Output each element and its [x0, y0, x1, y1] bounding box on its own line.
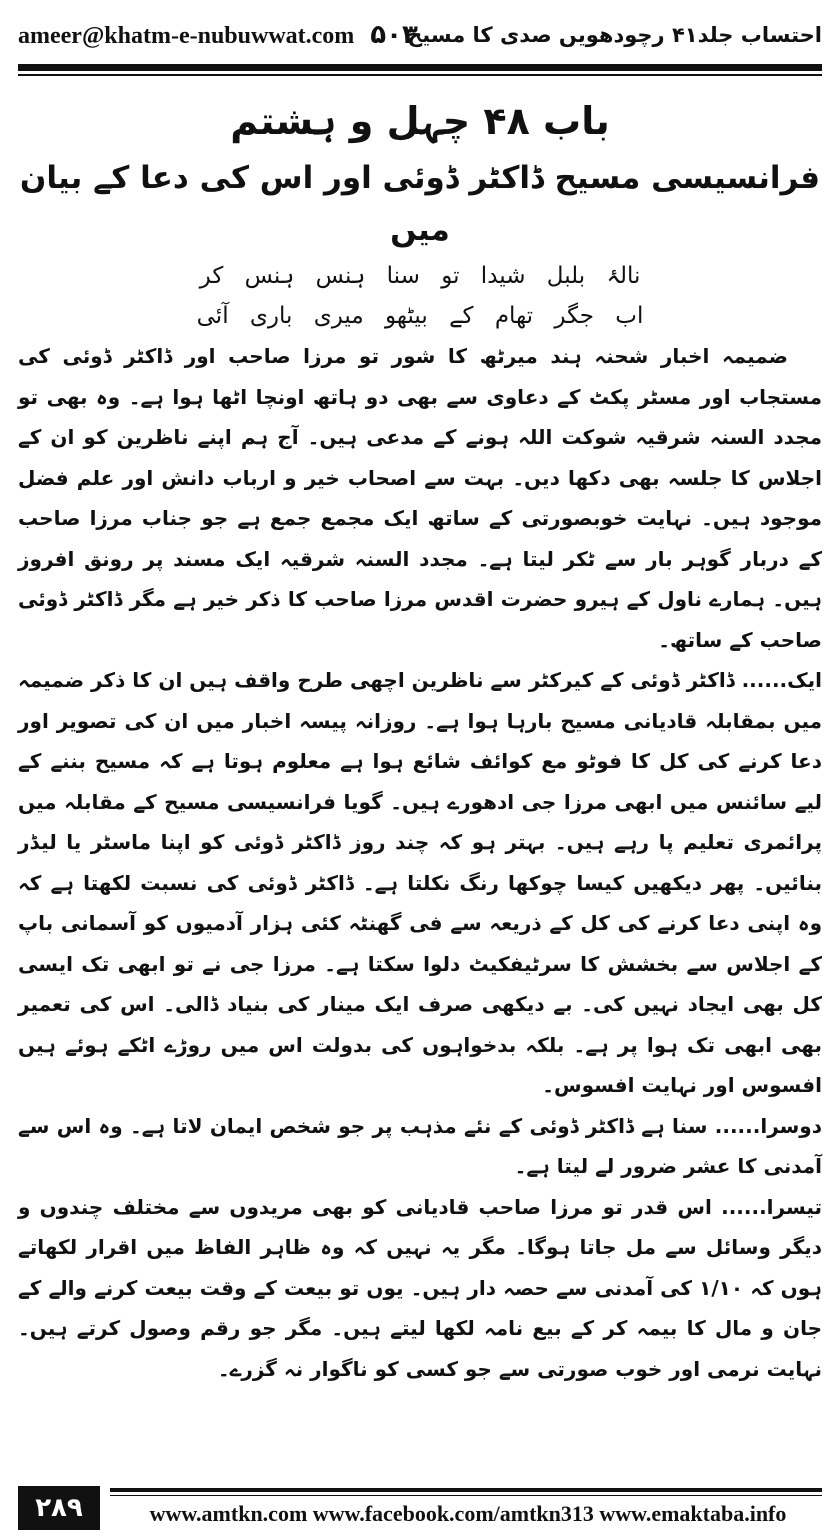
paragraph-3-text: سنا ہے ڈاکٹر ڈوئی کے نئے مذہب پر جو شخص ایمان لاتا ہے۔ وہ اس سے آمدنی کا عشر ضرور لے لیتا ہے۔ [18, 1113, 822, 1178]
header-email: ameer@khatm-e-nubuwwat.com [18, 23, 355, 49]
footer-links: www.amtkn.com www.facebook.com/amtkn313 www.emaktaba.info [149, 1501, 787, 1526]
paragraph-4-lead: تیسرا...... [721, 1194, 823, 1219]
page-header [18, 14, 822, 56]
header-rule-thick [18, 64, 822, 71]
footer-page-number: ۲۸۹ [18, 1486, 100, 1530]
chapter-title: باب ۴۸ چہل و ہشتم [230, 99, 610, 143]
paragraph-4 [18, 1187, 822, 1390]
paragraph-2-lead: ایک...... [741, 668, 822, 692]
paragraph-1-text: ضمیمہ اخبار شحنہ ہند میرٹھ کا شور تو مرزا صاحب اور ڈاکٹر ڈوئی کی مستجاب اور مسٹر پکٹ کے دعاوی سے بھی دو ہاتھ اونچا اٹھا ہوا ہے۔ وہ بھی تو مجدد السنہ شرقیہ شوکت اللہ ہونے کے مدعی ہیں۔ آج ہم اپنے ناظرین کو ان کے اجلاس کا جلسہ بھی دکھا دیں۔ بہت سے اصحاب خیر و ارباب دانش اور علم فضل موجود ہیں۔ نہایت خوبصورتی کے ساتھ ایک مجمع جمع ہے جو جناب مرزا صاحب کے دربار گوہر بار سے ٹکر لیتا ہے۔ مجدد السنہ شرقیہ ایک مسند پر رونق افروز ہیں۔ ہمارے ناول کے ہیرو حضرت اقدس مرزا صاحب کا ذکر خیر ہے مگر ڈاکٹر ڈوئی صاحب کے ساتھ۔ [18, 344, 822, 652]
chapter-subtitle: فرانسیسی مسیح ڈاکٹر ڈوئی اور اس کی دعا کے بیان میں [19, 160, 821, 248]
header-page-number: ۵۰۳ [370, 20, 418, 50]
header-book-title: احتساب جلد۴۱ رچودھویں صدی کا مسیح [407, 23, 822, 47]
header-rule-thin [18, 74, 822, 76]
page-footer [18, 1486, 822, 1530]
paragraph-4-text: اس قدر تو مرزا صاحب قادیانی کو بھی مریدوں سے مختلف چندوں و دیگر وسائل سے مل جاتا ہوگا۔ مگر یہ نہیں کہ وہ ظاہر الفاظ میں اقرار لکھاتے ہوں کہ ۱/۱۰ کی آمدنی سے حصہ دار ہیں۔ یوں تو بیعت کے وقت بیعت کرنے والے کے جان و مال کا بیمہ کر کے بیع نامہ لکھا لیتے ہیں۔ مگر جو رقم وصول کرتے ہیں۔ نہایت نرمی اور خوب صورتی سے جو کسی کو ناگوار نہ گزرے۔ [18, 1194, 822, 1381]
paragraph-3-lead: دوسرا...... [714, 1113, 822, 1138]
header-left [18, 14, 418, 57]
verse-line-1: نالۂ بلبل شیدا تو سنا ہنس ہنس کر [199, 263, 641, 289]
paragraph-1 [18, 336, 822, 660]
paragraph-2-text: ڈاکٹر ڈوئی کے کیرکٹر سے ناظرین اچھی طرح واقف ہیں ان کا ذکر ضمیمہ میں بمقابلہ قادیانی مسیح بارہا ہوا ہے۔ روزانہ پیسہ اخبار میں ان کی تصویر اور دعا کرنے کی کل کا فوٹو مع کوائف شائع ہوا ہے معلوم ہوتا ہے کہ مسیح بننے کے لیے سائنس میں ابھی مرزا جی ادھورے ہیں۔ گویا فرانسیسی مسیح کے مقابلہ میں پرائمری تعلیم پا رہے ہیں۔ بہتر ہو کہ چند روز ڈاکٹر ڈوئی کو اپنا ماسٹر یا لیڈر بنائیں۔ پھر دیکھیں کیسا چوکھا رنگ نکلتا ہے۔ ڈاکٹر ڈوئی کی نسبت لکھتا ہے کہ وہ اپنی دعا کرنے کی کل کے ذریعہ سے فی گھنٹہ کئی ہزار آدمیوں کو آسمانی باپ کے اجلاس سے بخشش کا سرٹیفکیٹ دلوا سکتا ہے۔ مرزا جی نے تو ابھی تک ایسی کل بھی ایجاد نہیں کی۔ بے دیکھی صرف ایک مینار کی بنیاد ڈالی۔ اس کی تعمیر بھی ابھی تک ہوا پر ہے۔ بلکہ بدخواہوں کی بدولت اس میں روڑے اٹکے ہوئے ہیں افسوس اور نہایت افسوس۔ [18, 668, 822, 1097]
verse-line-2: اب جگر تھام کے بیٹھو میری باری آئی [196, 303, 644, 329]
page-content [18, 86, 822, 1389]
footer-rule-thick [110, 1488, 822, 1492]
paragraph-2 [18, 660, 822, 1106]
paragraph-3 [18, 1106, 822, 1187]
footer-rule-thin [110, 1495, 822, 1496]
